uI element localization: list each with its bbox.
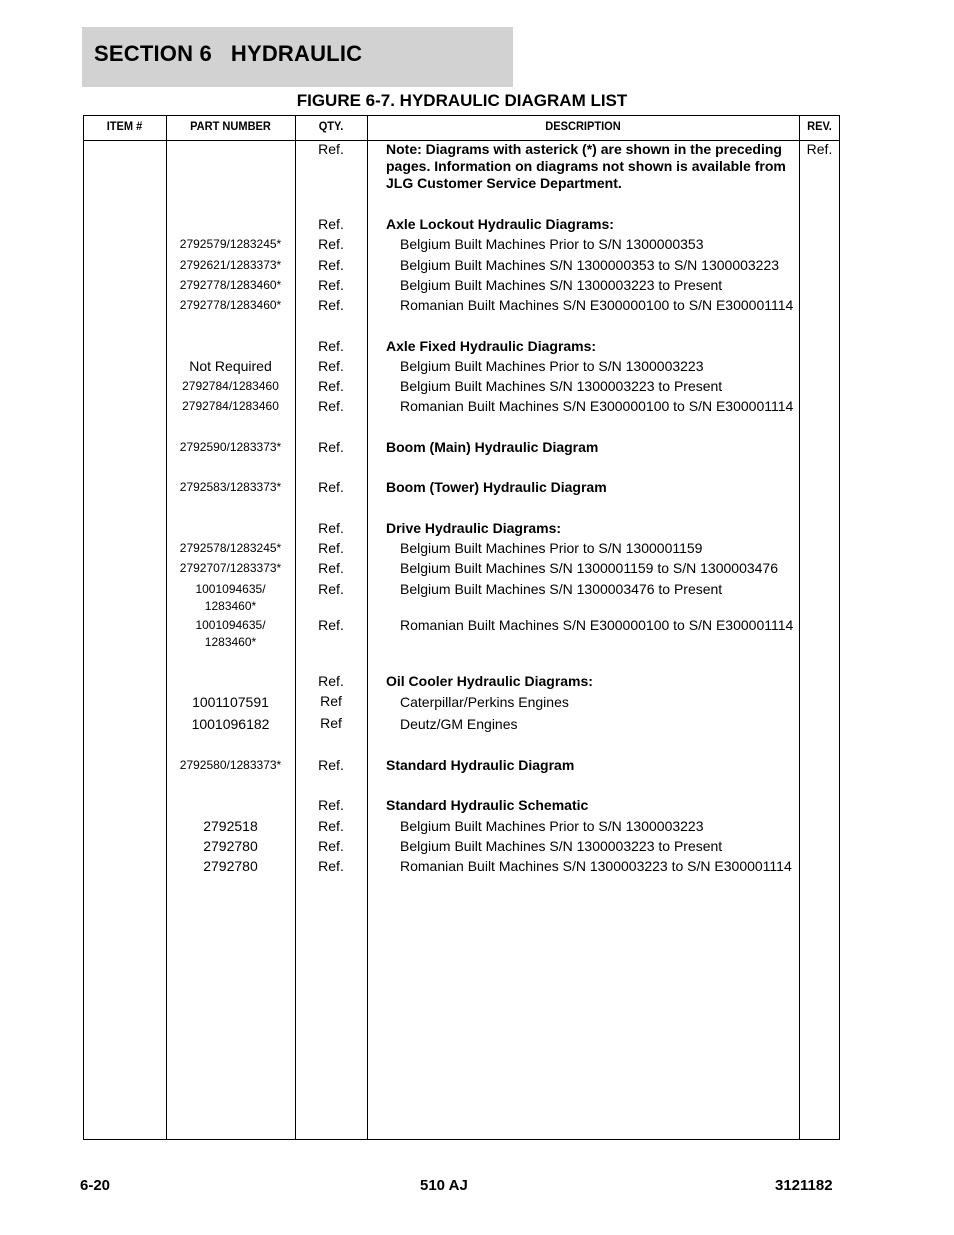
qty-cell: Ref. (318, 560, 344, 576)
section-title: SECTION 6 HYDRAULIC (94, 41, 363, 66)
part-number-cell: 2792518 (203, 818, 258, 834)
column-header-rev: REV. (807, 119, 832, 133)
description-cell: Belgium Built Machines S/N 1300003223 to Present (400, 277, 723, 293)
qty-cell: Ref. (318, 297, 344, 313)
qty-cell: Ref. (318, 378, 344, 394)
column-header-part-number: PART NUMBER (190, 119, 271, 133)
description-cell: Belgium Built Machines Prior to S/N 1300000353 (400, 236, 704, 252)
description-cell: Oil Cooler Hydraulic Diagrams: (386, 673, 593, 689)
part-number-cell: 2792784/1283460 (182, 379, 279, 393)
qty-cell: Ref. (318, 277, 344, 293)
description-cell: Belgium Built Machines S/N 1300000353 to S/N 1300003223 (400, 257, 780, 273)
qty-cell: Ref (320, 693, 342, 709)
qty-cell: Ref. (318, 479, 344, 495)
part-number-cell: 2792778/1283460* (179, 298, 282, 312)
qty-cell: Ref. (318, 797, 344, 813)
description-cell: Belgium Built Machines S/N 1300003476 to Present (400, 581, 723, 597)
description-cell: Axle Fixed Hydraulic Diagrams: (386, 338, 597, 354)
model-name: 510 AJ (420, 1177, 468, 1194)
qty-cell: Ref. (318, 358, 344, 374)
qty-cell: Ref (320, 715, 342, 731)
description-cell: Caterpillar/Perkins Engines (400, 694, 569, 710)
description-cell: Belgium Built Machines S/N 1300003223 to Present (400, 378, 723, 394)
part-number-cell: 1001096182 (191, 716, 270, 732)
column-header-item: ITEM # (106, 119, 143, 133)
part-number-cell: 2792780 (203, 838, 258, 854)
qty-cell: Ref. (318, 141, 344, 157)
part-number-cell: 2792583/1283373* (179, 480, 282, 494)
description-cell: Deutz/GM Engines (400, 716, 518, 732)
part-number-cell: 2792707/1283373* (179, 561, 282, 575)
document-number: 3121182 (775, 1177, 833, 1194)
part-number-cell: 2792621/1283373* (179, 258, 282, 272)
qty-cell: Ref. (318, 398, 344, 414)
qty-cell: Ref. (318, 858, 344, 874)
qty-cell: Ref. (318, 818, 344, 834)
description-cell: Belgium Built Machines S/N 1300001159 to S/N 1300003476 (400, 560, 778, 576)
description-cell: Standard Hydraulic Schematic (386, 797, 589, 813)
part-number-cell: 2792590/1283373* (179, 440, 282, 454)
column-header-description: DESCRIPTION (545, 119, 621, 133)
description-cell: Romanian Built Machines S/N E300000100 to S/N E300001114 (400, 617, 794, 633)
qty-cell: Ref. (318, 838, 344, 854)
column-header-qty: QTY. (318, 119, 344, 133)
page-number: 6-20 (80, 1177, 111, 1194)
description-cell: Note: Diagrams with asterick (*) are shown in the preceding pages. Information on diagrams not shown is available from JLG Customer Service Department. (386, 141, 786, 191)
qty-cell: Ref. (318, 757, 344, 773)
qty-cell: Ref. (318, 216, 344, 232)
description-cell: Standard Hydraulic Diagram (386, 757, 575, 773)
part-number-cell: 2792784/1283460 (182, 399, 279, 413)
description-cell: Axle Lockout Hydraulic Diagrams: (386, 216, 614, 232)
part-number-cell: 2792579/1283245* (179, 237, 282, 251)
description-cell: Belgium Built Machines Prior to S/N 1300003223 (400, 358, 704, 374)
qty-cell: Ref. (318, 257, 344, 273)
description-cell: Belgium Built Machines Prior to S/N 1300001159 (400, 540, 703, 556)
part-number-cell: 2792780 (203, 858, 258, 874)
qty-cell: Ref. (318, 540, 344, 556)
part-number-cell-continued: 1283460* (204, 599, 257, 613)
description-cell: Romanian Built Machines S/N E300000100 to S/N E300001114 (400, 297, 794, 313)
qty-cell: Ref. (318, 673, 344, 689)
description-cell: Belgium Built Machines Prior to S/N 1300003223 (400, 818, 704, 834)
qty-cell: Ref. (318, 439, 344, 455)
qty-cell: Ref. (318, 236, 344, 252)
part-number-cell: 2792580/1283373* (179, 758, 282, 772)
figure-title: FIGURE 6-7. HYDRAULIC DIAGRAM LIST (296, 91, 628, 110)
part-number-cell-continued: 1283460* (204, 635, 257, 649)
part-number-cell: 1001094635/ (195, 582, 266, 596)
part-number-cell: 2792578/1283245* (179, 541, 282, 555)
qty-cell: Ref. (318, 581, 344, 597)
rev-cell: Ref. (806, 141, 833, 157)
part-number-cell: 1001094635/ (195, 618, 266, 632)
description-cell: Romanian Built Machines S/N E300000100 to S/N E300001114 (400, 398, 794, 414)
part-number-cell: 1001107591 (192, 694, 269, 710)
description-cell: Boom (Tower) Hydraulic Diagram (386, 479, 607, 495)
description-cell: Romanian Built Machines S/N 1300003223 to S/N E300001114 (400, 858, 792, 874)
qty-cell: Ref. (318, 617, 344, 633)
qty-cell: Ref. (318, 520, 344, 536)
column-divider (367, 115, 368, 1140)
description-cell: Boom (Main) Hydraulic Diagram (386, 439, 599, 455)
description-cell: Drive Hydraulic Diagrams: (386, 520, 562, 536)
part-number-cell: Not Required (189, 358, 272, 374)
qty-cell: Ref. (318, 338, 344, 354)
part-number-cell: 2792778/1283460* (179, 278, 282, 292)
description-cell: Belgium Built Machines S/N 1300003223 to Present (400, 838, 723, 854)
